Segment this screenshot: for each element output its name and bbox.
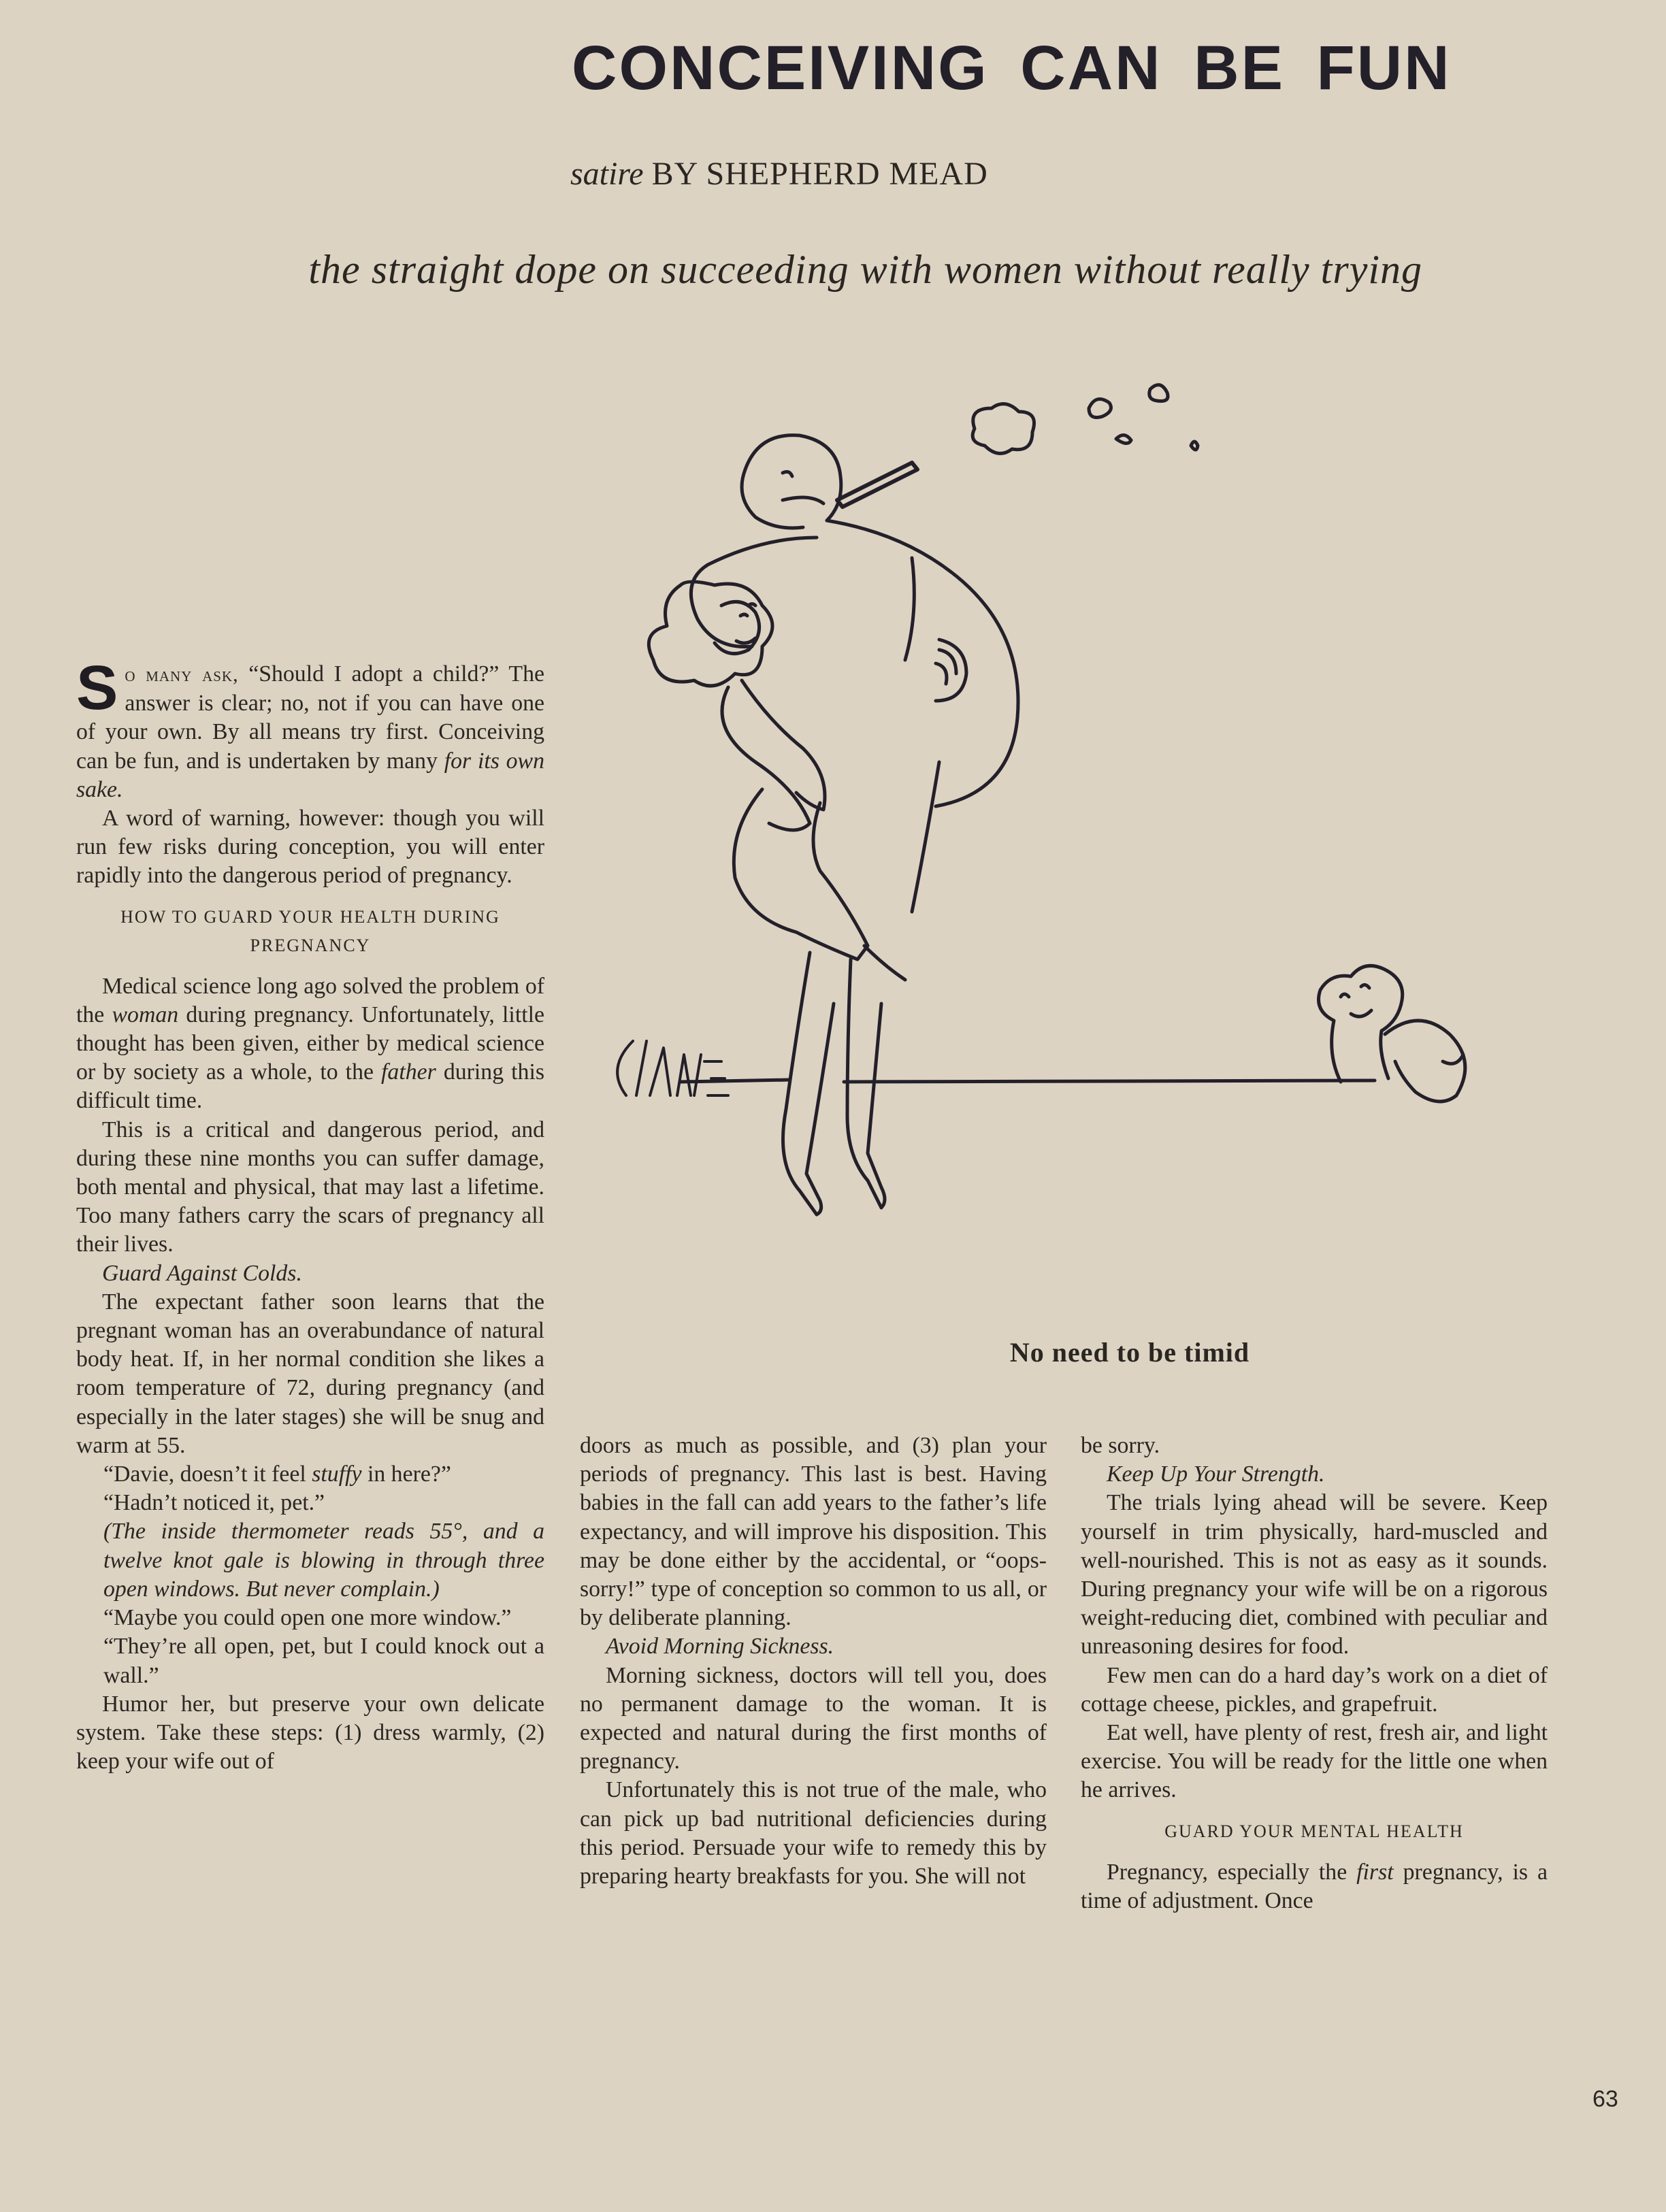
subheading: Guard Against Colds. <box>102 1260 302 1286</box>
dialogue-aside: (The inside thermometer reads 55°, and a twelve knot gale is blowing in through three open windows. But never complain.) <box>103 1519 544 1602</box>
paragraph <box>76 972 544 1116</box>
paragraph: Eat well, have plenty of rest, fresh air, and light exercise. You will be ready for the little one when he arrives. <box>1081 1720 1548 1803</box>
text: pregnancy, is a time of adjustment. Once <box>1081 1859 1548 1913</box>
text: Pregnancy, especially the <box>1107 1859 1357 1885</box>
subheading: Avoid Morning Sickness. <box>606 1634 834 1660</box>
text: in here?” <box>361 1462 451 1487</box>
text: Medical science long ago solved the problem of the <box>76 973 544 1027</box>
dialogue-line: “Hadn’t noticed it, pet.” <box>103 1490 325 1516</box>
article-column-2 <box>580 1432 1047 1891</box>
byline-author: BY SHEPHERD MEAD <box>651 156 988 192</box>
text: “Davie, doesn’t it feel <box>103 1462 312 1487</box>
lead-in: o many ask, <box>125 663 239 686</box>
emphasis: father <box>381 1059 436 1085</box>
paragraph: The expectant father soon learns that the pregnant woman has an overabundance of natural body heat. If, in her normal condition she likes a room temperature of 72, during pregnancy (and especially in the later stages) she will be snug and warm at 55. <box>76 1289 544 1458</box>
article-title: CONCEIVING CAN BE FUN <box>572 33 1452 103</box>
emphasis: woman <box>112 1002 179 1027</box>
emphasis: for its own sake. <box>76 748 544 802</box>
subheading: Keep Up Your Strength. <box>1107 1462 1325 1487</box>
article-column-3 <box>1081 1432 1548 1915</box>
paragraph: doors as much as possible, and (3) plan your periods of pregnancy. This last is best. Having babies in the fall can add years to the father’s life expectancy, and will improve his disposition. This may be done either by the accidental, or “oops-sorry!” type of conception so common to us all, or by deliberate planning. <box>580 1433 1047 1631</box>
cartoon-illustration <box>558 381 1552 1320</box>
text: during this difficult time. <box>76 1059 544 1114</box>
paragraph: The trials lying ahead will be severe. Keep yourself in trim physically, hard-muscled and well-nourished. This is not as easy as it sounds. During pregnancy your wife will be on a rigorous weight-reducing diet, combined with peculiar and unreasoning desires for food. <box>1081 1490 1548 1660</box>
ground-line <box>681 1080 1375 1082</box>
dialogue-line <box>76 1460 544 1489</box>
paragraph: Few men can do a hard day’s work on a diet of cottage cheese, pickles, and grapefruit. <box>1081 1662 1548 1717</box>
dog-figure <box>1319 965 1465 1102</box>
text: during pregnancy. Unfortunately, little thought has been given, either by medical science or by society as a whole, to the <box>76 1002 544 1085</box>
emphasis: first <box>1356 1859 1394 1885</box>
paragraph <box>76 653 544 804</box>
dialogue-line: “They’re all open, pet, but I could knock out a wall.” <box>103 1634 544 1688</box>
section-heading: GUARD YOUR MENTAL HEALTH <box>1164 1821 1464 1841</box>
section-heading: HOW TO GUARD YOUR HEALTH DURING PREGNANCY <box>120 906 500 955</box>
woman-figure <box>649 582 905 1215</box>
text: “Should I adopt a child?” The answer is clear; no, not if you can have one of your own. By all means try first. Conceiving can be fun, and is undertaken by many <box>76 661 544 774</box>
page-number: 63 <box>1592 2086 1618 2112</box>
drop-cap: S <box>76 653 118 723</box>
byline <box>570 155 988 193</box>
dialogue-line: “Maybe you could open one more window.” <box>103 1605 512 1631</box>
paragraph: This is a critical and dangerous period, and during these nine months you can suffer damage, both mental and physical, that may last a lifetime. Too many fathers carry the scars of pregnancy all their lives. <box>76 1117 544 1257</box>
artist-signature <box>617 1041 728 1095</box>
thought-puffs <box>973 385 1198 454</box>
article-column-1 <box>76 653 544 1776</box>
article-subtitle: the straight dope on succeeding with women without really trying <box>308 247 1422 292</box>
paragraph <box>1081 1858 1548 1915</box>
paragraph: Morning sickness, doctors will tell you, does no permanent damage to the woman. It is expected and natural during the first months of pregnancy. <box>580 1662 1047 1774</box>
paragraph: A word of warning, however: though you will run few risks during conception, you will enter rapidly into the dangerous period of pregnancy. <box>76 806 544 889</box>
paragraph: be sorry. <box>1081 1433 1160 1458</box>
byline-type: satire <box>570 156 644 192</box>
emphasis: stuffy <box>312 1462 362 1487</box>
paragraph: Unfortunately this is not true of the male, who can pick up bad nutritional deficiencies during this period. Persuade your wife to remedy this by preparing hearty breakfasts for you. She will not <box>580 1777 1047 1889</box>
paragraph: Humor her, but preserve your own delicate system. Take these steps: (1) dress warmly, (2) keep your wife out of <box>76 1691 544 1774</box>
illustration-caption: No need to be timid <box>1009 1337 1250 1368</box>
